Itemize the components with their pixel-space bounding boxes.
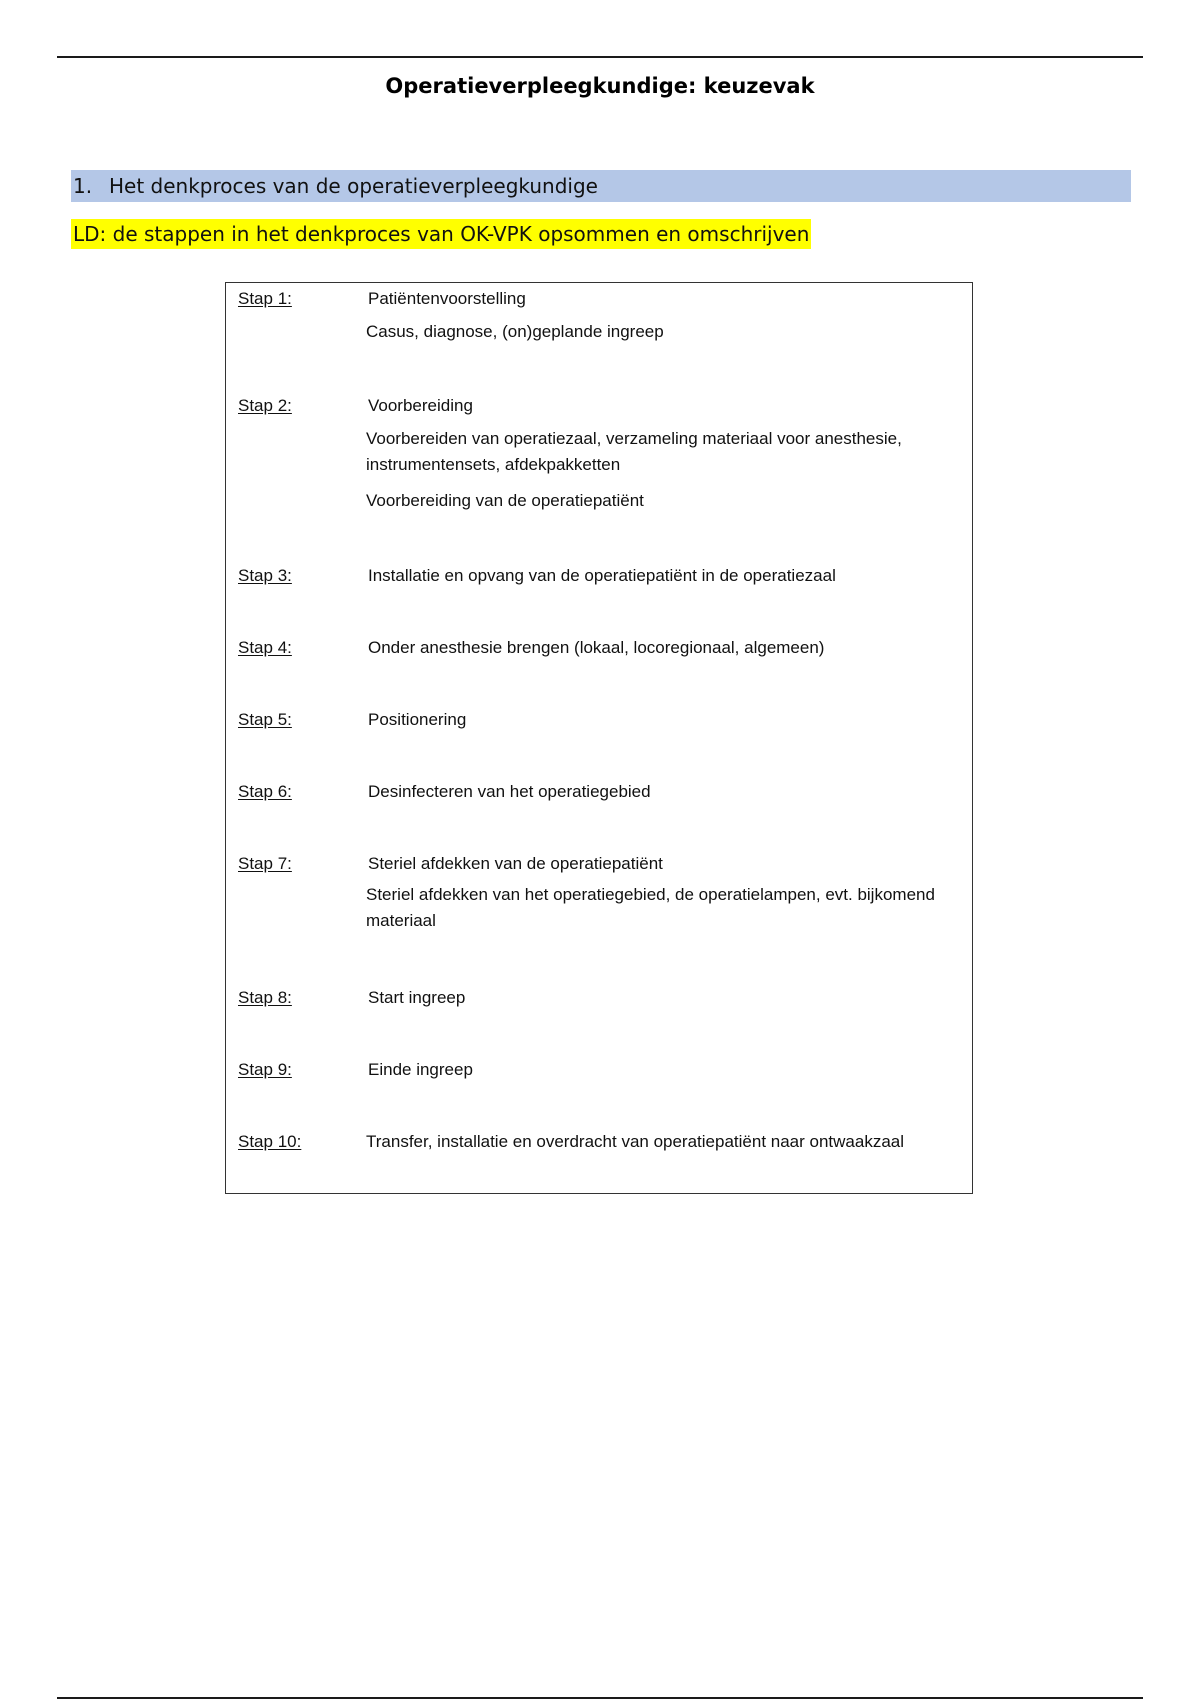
learning-goal-text: LD: de stappen in het denkproces van OK-VPK opsommen en omschrijven bbox=[73, 222, 810, 246]
step-label: Stap 3: bbox=[238, 566, 292, 585]
step-label: Stap 5: bbox=[238, 710, 292, 729]
section-heading bbox=[71, 170, 1131, 202]
step-label: Stap 1: bbox=[238, 289, 292, 308]
header-rule bbox=[57, 56, 1143, 58]
step-label: Stap 7: bbox=[238, 854, 292, 873]
section-number: 1. bbox=[73, 174, 93, 198]
step-title: Transfer, installatie en overdracht van operatiepatiënt naar ontwaakzaal bbox=[366, 1132, 905, 1151]
step-title: Start ingreep bbox=[368, 988, 466, 1007]
step-label: Stap 2: bbox=[238, 396, 292, 415]
step-title: Installatie en opvang van de operatiepatiënt in de operatiezaal bbox=[368, 566, 836, 585]
step-title: Voorbereiding bbox=[368, 396, 473, 415]
step-title: Positionering bbox=[368, 710, 467, 729]
step-title: Patiëntenvoorstelling bbox=[368, 289, 526, 308]
step-title: Steriel afdekken van de operatiepatiënt bbox=[368, 854, 663, 873]
step-title: Onder anesthesie brengen (lokaal, locoregionaal, algemeen) bbox=[368, 638, 825, 657]
step-label: Stap 6: bbox=[238, 782, 292, 801]
step-label: Stap 4: bbox=[238, 638, 292, 657]
learning-goal-highlight bbox=[71, 219, 811, 249]
section-heading-text: Het denkproces van de operatieverpleegkundige bbox=[109, 174, 598, 198]
step-title: Desinfecteren van het operatiegebied bbox=[368, 782, 651, 801]
step-detail: Voorbereiding van de operatiepatiënt bbox=[366, 491, 644, 510]
step-label: Stap 9: bbox=[238, 1060, 292, 1079]
step-label: Stap 10: bbox=[238, 1132, 302, 1151]
step-label: Stap 8: bbox=[238, 988, 292, 1007]
step-title: Einde ingreep bbox=[368, 1060, 473, 1079]
document-title: Operatieverpleegkundige: keuzevak bbox=[385, 74, 815, 98]
steps-box bbox=[225, 282, 973, 1194]
step-detail: Voorbereiden van operatiezaal, verzameling materiaal voor anesthesie, instrumentensets, afdekpakketten bbox=[366, 429, 902, 474]
step-detail: Casus, diagnose, (on)geplande ingreep bbox=[366, 322, 664, 341]
footer-rule bbox=[57, 1697, 1143, 1699]
step-detail: Steriel afdekken van het operatiegebied, de operatielampen, evt. bijkomend materiaal bbox=[366, 885, 935, 930]
